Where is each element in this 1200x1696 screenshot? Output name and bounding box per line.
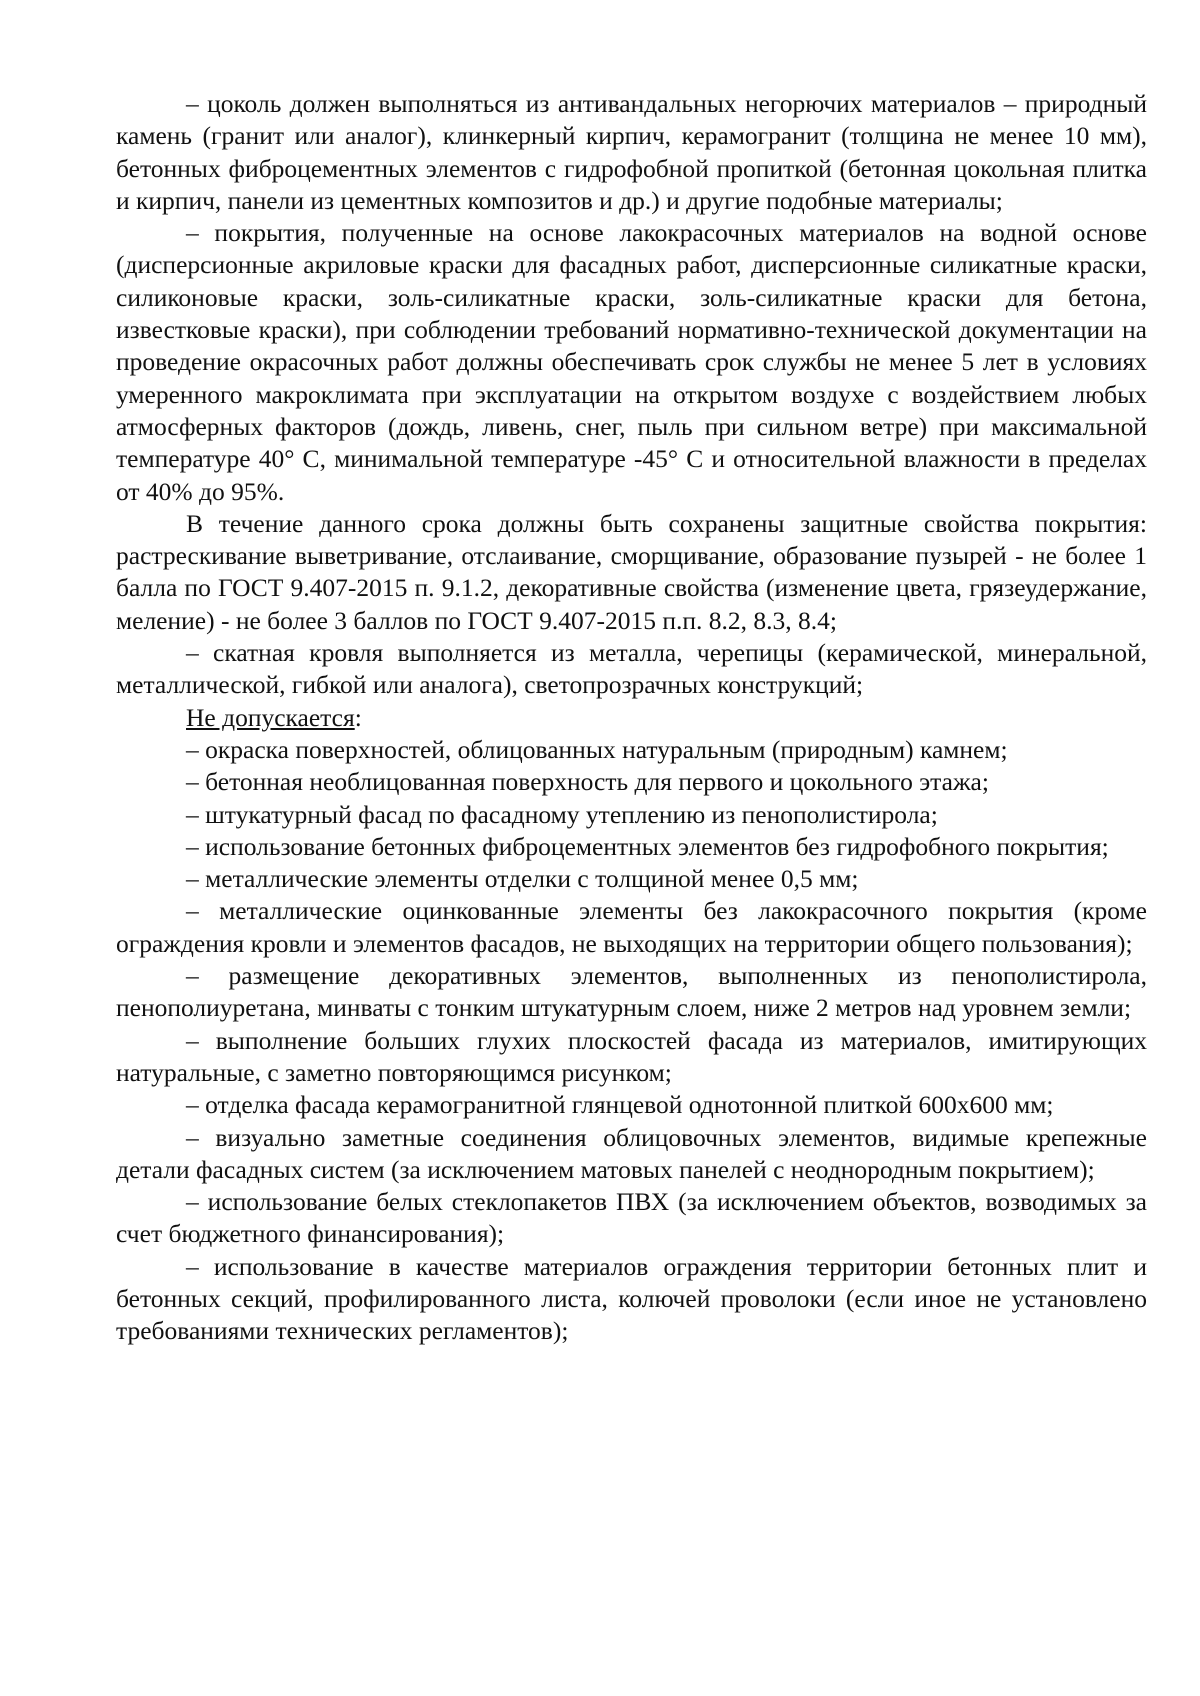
prohibited-item: – металлические элементы отделки с толщиной менее 0,5 мм;	[186, 864, 859, 894]
prohibited-item: – использование бетонных фиброцементных элементов без гидрофобного покрытия;	[186, 831, 1109, 861]
not-allowed-heading	[116, 702, 1147, 734]
paragraph-plinth: – цоколь должен выполняться из антивандальных негорючих материалов – природный камень (гранит или аналог), клинкерный кирпич, керамогранит (толщина не менее 10 мм), бетонных фиброцементных элементов с гидрофобной пропиткой (бетонная цокольная плитка и кирпич, панели из цементных композитов и др.) и другие подобные материалы;	[116, 89, 1147, 215]
prohibited-item: – размещение декоративных элементов, выполненных из пенополистирола, пенополиуретана, минваты с тонким штукатурным слоем, ниже 2 метров над уровнем земли;	[116, 961, 1147, 1023]
document-page	[116, 88, 1147, 1348]
prohibited-item: – штукатурный фасад по фасадному утеплению из пенополистирола;	[186, 799, 938, 829]
paragraph-paint-coatings: – покрытия, полученные на основе лакокрасочных материалов на водной основе (дисперсионные акриловые краски для фасадных работ, дисперсионные силикатные краски, силиконовые краски, золь-силикатные краски, золь-силикатные краски для бетона, известковые краски), при соблюдении требований нормативно-технической документации на проведение окрасочных работ должны обеспечивать срок службы не менее 5 лет в условиях умеренного макроклимата при эксплуатации на открытом воздухе с воздействием любых атмосферных факторов (дождь, ливень, снег, пыль при сильном ветре) при максимальной температуре 40° С, минимальной температуре -45° С и относительной влажности в пределах от 40% до 95%.	[116, 218, 1147, 506]
paragraph-pitched-roof: – скатная кровля выполняется из металла, черепицы (керамической, минеральной, металлической, гибкой или аналога), светопрозрачных конструкций;	[116, 638, 1147, 700]
prohibited-item: – использование в качестве материалов ограждения территории бетонных плит и бетонных секций, профилированного листа, колючей проволоки (если иное не установлено требованиями технических регламентов);	[116, 1251, 1147, 1346]
prohibited-item: – бетонная необлицованная поверхность для первого и цокольного этажа;	[186, 767, 989, 797]
prohibited-item: – выполнение больших глухих плоскостей фасада из материалов, имитирующих натуральные, с заметно повторяющимся рисунком;	[116, 1025, 1147, 1087]
prohibited-item: – металлические оцинкованные элементы без лакокрасочного покрытия (кроме ограждения кровли и элементов фасадов, не выходящих на территории общего пользования);	[116, 896, 1147, 958]
prohibited-item: – отделка фасада керамогранитной глянцевой однотонной плиткой 600x600 мм;	[186, 1090, 1054, 1120]
paragraph-coating-properties: В течение данного срока должны быть сохранены защитные свойства покрытия: растрескивание выветривание, отслаивание, сморщивание, образование пузырей - не более 1 балла по ГОСТ 9.407-2015 п. 9.1.2, декоративные свойства (изменение цвета, грязеудержание, меление) - не более 3 баллов по ГОСТ 9.407-2015 п.п. 8.2, 8.3, 8.4;	[116, 508, 1147, 635]
prohibited-item: – использование белых стеклопакетов ПВХ (за исключением объектов, возводимых за счет бюджетного финансирования);	[116, 1187, 1147, 1249]
not-allowed-label: Не допускается	[186, 702, 355, 732]
prohibited-item: – визуально заметные соединения облицовочных элементов, видимые крепежные детали фасадных систем (за исключением матовых панелей с неоднородным покрытием);	[116, 1122, 1147, 1184]
prohibited-item: – окраска поверхностей, облицованных натуральным (природным) камнем;	[186, 734, 1008, 764]
not-allowed-colon: :	[354, 702, 362, 732]
